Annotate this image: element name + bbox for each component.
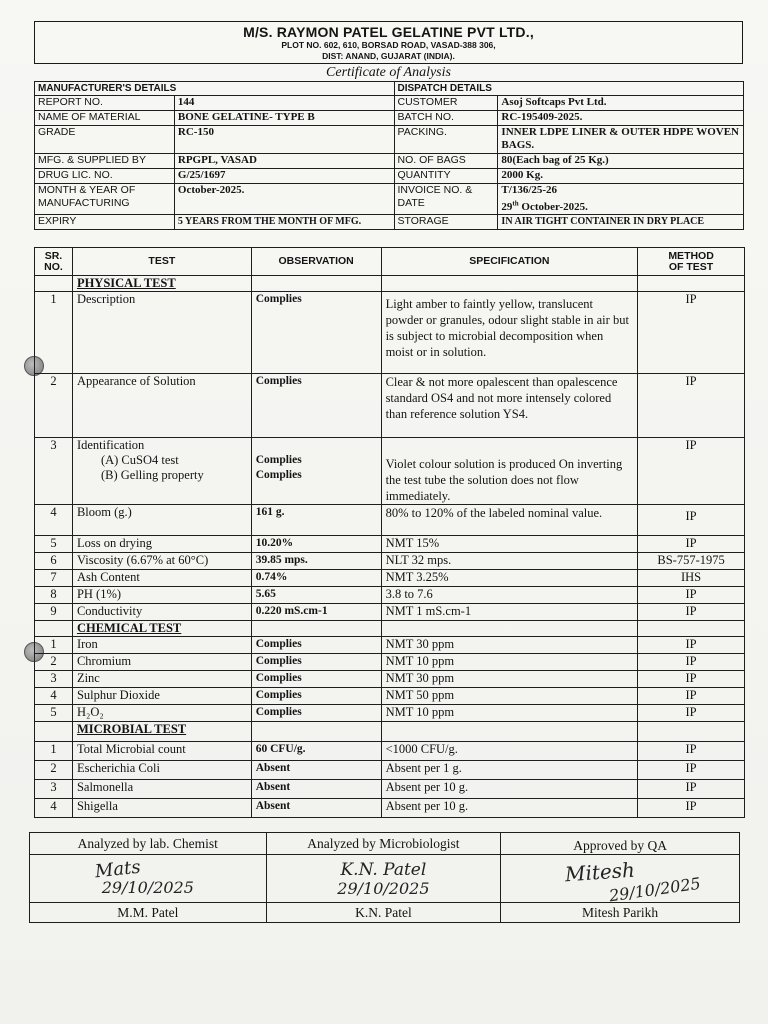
specification-cell: Clear & not more opalescent than opalescence standard OS4 and not more intensely colored than reference solution YS4. xyxy=(381,374,638,438)
drug-lic-label: DRUG LIC. NO. xyxy=(35,169,175,184)
test-cell: Shigella xyxy=(72,799,251,818)
specification-cell: NMT 10 ppm xyxy=(381,654,638,671)
identification-label: Identification xyxy=(76,438,145,452)
observation-cell: 39.85 mps. xyxy=(251,553,381,570)
storage-value: IN AIR TIGHT CONTAINER IN DRY PLACE xyxy=(498,214,744,229)
invoice-value xyxy=(498,184,744,215)
sr-cell: 1 xyxy=(35,292,73,374)
customer-label: CUSTOMER xyxy=(394,96,498,111)
test-cell: Escherichia Coli xyxy=(72,761,251,780)
test-results-table xyxy=(34,247,745,818)
test-cell: Chromium xyxy=(72,654,251,671)
specification-cell: Light amber to faintly yellow, translucent powder or granules, odour slight stable in air but is subject to microbial decomposition when moist or in solution. xyxy=(381,292,638,374)
table-row xyxy=(35,637,745,654)
table-row xyxy=(35,570,745,587)
observation-cell: Complies xyxy=(251,292,381,374)
chemist-signature xyxy=(30,855,267,903)
table-row xyxy=(35,671,745,688)
observation-cell: Complies xyxy=(251,637,381,654)
specification-cell: NMT 15% xyxy=(381,536,638,553)
company-header xyxy=(34,21,743,64)
material-value: BONE GELATINE- TYPE B xyxy=(174,111,394,126)
invoice-date-day: 29 xyxy=(501,200,513,213)
empty-cell xyxy=(638,621,745,637)
empty-cell xyxy=(251,722,381,742)
method-cell: IP xyxy=(638,637,745,654)
storage-label: STORAGE xyxy=(394,214,498,229)
table-row xyxy=(35,505,745,536)
test-header: TEST xyxy=(72,248,251,276)
qa-signature-mark: Mitesh xyxy=(564,857,636,886)
empty-cell xyxy=(35,722,73,742)
test-cell: Appearance of Solution xyxy=(72,374,251,438)
empty-cell xyxy=(381,621,638,637)
sr-cell: 5 xyxy=(35,536,73,553)
method-cell: IHS xyxy=(638,570,745,587)
test-cell: Iron xyxy=(72,637,251,654)
method-cell: IP xyxy=(638,761,745,780)
method-cell: IP xyxy=(638,654,745,671)
table-row xyxy=(35,761,745,780)
packing-line-2: BAGS. xyxy=(501,139,535,151)
invoice-label-line-2: DATE xyxy=(397,197,425,209)
expiry-label: EXPIRY xyxy=(35,214,175,229)
test-cell: Ash Content xyxy=(72,570,251,587)
table-row xyxy=(35,654,745,671)
qa-signature xyxy=(501,855,740,903)
table-row xyxy=(35,292,745,374)
test-cell: Conductivity xyxy=(72,604,251,621)
packing-value xyxy=(498,126,744,154)
details-table xyxy=(34,81,744,230)
table-row xyxy=(35,553,745,570)
empty-cell xyxy=(638,276,745,292)
physical-test-heading: PHYSICAL TEST xyxy=(72,276,251,292)
company-name: M/S. RAYMON PATEL GELATINE PVT LTD., xyxy=(243,24,534,40)
microbiologist-signature-date: 29/10/2025 xyxy=(337,878,430,898)
specification-cell: NMT 3.25% xyxy=(381,570,638,587)
table-row xyxy=(35,799,745,818)
company-address-line-1: PLOT NO. 602, 610, BORSAD ROAD, VASAD-388 306, xyxy=(281,40,496,50)
sr-cell: 7 xyxy=(35,570,73,587)
test-cell: Loss on drying xyxy=(72,536,251,553)
mfg-label xyxy=(35,184,175,215)
report-no-label: REPORT NO. xyxy=(35,96,175,111)
chemist-label: Analyzed by lab. Chemist xyxy=(30,833,267,855)
observation-cell xyxy=(251,438,381,505)
invoice-number: T/136/25-26 xyxy=(501,184,558,196)
observation-header: OBSERVATION xyxy=(251,248,381,276)
method-cell: IP xyxy=(638,799,745,818)
empty-cell xyxy=(638,722,745,742)
observation-cell: Absent xyxy=(251,780,381,799)
bags-label: NO. OF BAGS xyxy=(394,154,498,169)
sr-cell: 1 xyxy=(35,742,73,761)
grade-value: RC-150 xyxy=(174,126,394,154)
sr-header-line-1: SR. xyxy=(44,249,63,262)
qa-signature-date: 29/10/2025 xyxy=(608,873,703,905)
sr-cell: 3 xyxy=(35,671,73,688)
packing-line-1: INNER LDPE LINER & OUTER HDPE WOVEN xyxy=(501,126,739,138)
microbial-test-heading: MICROBIAL TEST xyxy=(72,722,251,742)
observation-cell: 161 g. xyxy=(251,505,381,536)
method-cell: IP xyxy=(638,587,745,604)
sr-cell: 2 xyxy=(35,654,73,671)
table-row xyxy=(35,742,745,761)
test-cell: Viscosity (6.67% at 60°C) xyxy=(72,553,251,570)
sr-cell: 6 xyxy=(35,553,73,570)
test-cell: Sulphur Dioxide xyxy=(72,688,251,705)
table-row xyxy=(35,705,745,722)
manufacturer-section-title: MANUFACTURER'S DETAILS xyxy=(35,82,395,96)
specification-cell: Absent per 1 g. xyxy=(381,761,638,780)
chemist-name: M.M. Patel xyxy=(30,903,267,923)
invoice-date xyxy=(501,201,587,213)
mfg-value: October-2025. xyxy=(174,184,394,215)
signature-table xyxy=(29,832,740,923)
table-row xyxy=(35,688,745,705)
invoice-date-month-year: October-2025. xyxy=(518,200,588,213)
specification-cell: NMT 10 ppm xyxy=(381,705,638,722)
company-address-line-2: DIST: ANAND, GUJARAT (INDIA). xyxy=(322,51,455,61)
sr-cell: 2 xyxy=(35,374,73,438)
observation-sub-a: Complies xyxy=(255,454,302,466)
method-cell: IP xyxy=(638,604,745,621)
bags-value: 80(Each bag of 25 Kg.) xyxy=(498,154,744,169)
invoice-label xyxy=(394,184,498,215)
observation-cell: Complies xyxy=(251,671,381,688)
observation-cell: Complies xyxy=(251,705,381,722)
specification-cell: 80% to 120% of the labeled nominal value. xyxy=(381,505,638,536)
batch-value: RC-195409-2025. xyxy=(498,111,744,126)
specification-cell: NMT 50 ppm xyxy=(381,688,638,705)
test-cell: Salmonella xyxy=(72,780,251,799)
sr-cell: 2 xyxy=(35,761,73,780)
specification-cell: <1000 CFU/g. xyxy=(381,742,638,761)
specification-cell: NLT 32 mps. xyxy=(381,553,638,570)
table-row xyxy=(35,780,745,799)
sr-cell: 1 xyxy=(35,637,73,654)
method-header xyxy=(638,248,745,276)
table-row xyxy=(35,587,745,604)
material-label: NAME OF MATERIAL xyxy=(35,111,175,126)
sr-cell: 9 xyxy=(35,604,73,621)
test-cell: H₂O₂ xyxy=(72,705,251,722)
specification-cell: Violet colour solution is produced On inverting the test tube the solution does not flow immediately. xyxy=(381,438,638,505)
test-cell: Description xyxy=(72,292,251,374)
table-row xyxy=(35,536,745,553)
sr-cell: 5 xyxy=(35,705,73,722)
document-title: Certificate of Analysis xyxy=(326,65,451,80)
invoice-date-suffix: th xyxy=(512,199,519,207)
identification-sub-b: (B) Gelling property xyxy=(100,468,204,482)
specification-cell: Absent per 10 g. xyxy=(381,799,638,818)
empty-cell xyxy=(381,276,638,292)
quantity-label: QUANTITY xyxy=(394,169,498,184)
microbiologist-signature-mark: K.N. Patel xyxy=(340,859,427,880)
observation-cell: 10.20% xyxy=(251,536,381,553)
specification-cell: 3.8 to 7.6 xyxy=(381,587,638,604)
method-cell: BS-757-1975 xyxy=(638,553,745,570)
supplied-value: RPGPL, VASAD xyxy=(174,154,394,169)
test-cell: Zinc xyxy=(72,671,251,688)
qa-label: Approved by QA xyxy=(501,833,740,855)
method-cell: IP xyxy=(638,505,745,536)
packing-label: PACKING. xyxy=(394,126,498,154)
mfg-label-line-1: MONTH & YEAR OF xyxy=(38,184,136,196)
quantity-value: 2000 Kg. xyxy=(498,169,744,184)
qa-name: Mitesh Parikh xyxy=(501,903,740,923)
batch-label: BATCH NO. xyxy=(394,111,498,126)
chemist-signature-date: 29/10/2025 xyxy=(101,877,194,897)
observation-cell: Complies xyxy=(251,374,381,438)
chemical-test-heading: CHEMICAL TEST xyxy=(72,621,251,637)
customer-value: Asoj Softcaps Pvt Ltd. xyxy=(498,96,744,111)
empty-cell xyxy=(381,722,638,742)
sr-cell: 3 xyxy=(35,780,73,799)
drug-lic-value: G/25/1697 xyxy=(174,169,394,184)
observation-cell: Complies xyxy=(251,654,381,671)
observation-cell: 0.220 mS.cm-1 xyxy=(251,604,381,621)
method-header-line-1: METHOD xyxy=(668,249,714,262)
chemist-signature-mark: Mats xyxy=(93,856,142,882)
microbiologist-name: K.N. Patel xyxy=(266,903,501,923)
empty-cell xyxy=(35,276,73,292)
sr-cell: 8 xyxy=(35,587,73,604)
test-cell: Total Microbial count xyxy=(72,742,251,761)
specification-cell: NMT 30 ppm xyxy=(381,671,638,688)
method-cell: IP xyxy=(638,438,745,505)
dispatch-section-title: DISPATCH DETAILS xyxy=(394,82,743,96)
observation-cell: Absent xyxy=(251,761,381,780)
method-cell: IP xyxy=(638,742,745,761)
method-header-line-2: OF TEST xyxy=(668,260,714,273)
specification-cell: NMT 30 ppm xyxy=(381,637,638,654)
sr-header-line-2: NO. xyxy=(44,260,63,273)
test-cell: PH (1%) xyxy=(72,587,251,604)
empty-cell xyxy=(35,621,73,637)
method-cell: IP xyxy=(638,536,745,553)
observation-cell: 0.74% xyxy=(251,570,381,587)
grade-label: GRADE xyxy=(35,126,175,154)
microbiologist-label: Analyzed by Microbiologist xyxy=(266,833,501,855)
report-no-value: 144 xyxy=(174,96,394,111)
sr-cell: 4 xyxy=(35,688,73,705)
method-cell: IP xyxy=(638,292,745,374)
empty-cell xyxy=(251,621,381,637)
table-row xyxy=(35,604,745,621)
expiry-value: 5 YEARS FROM THE MONTH OF MFG. xyxy=(174,214,394,229)
method-cell: IP xyxy=(638,705,745,722)
empty-cell xyxy=(251,276,381,292)
test-cell xyxy=(72,438,251,505)
observation-cell: Complies xyxy=(251,688,381,705)
method-cell: IP xyxy=(638,688,745,705)
method-cell: IP xyxy=(638,780,745,799)
method-cell: IP xyxy=(638,671,745,688)
sr-cell: 4 xyxy=(35,799,73,818)
sr-header xyxy=(35,248,73,276)
observation-cell: 5.65 xyxy=(251,587,381,604)
test-cell: Bloom (g.) xyxy=(72,505,251,536)
table-row xyxy=(35,374,745,438)
method-cell: IP xyxy=(638,374,745,438)
supplied-label: MFG. & SUPPLIED BY xyxy=(35,154,175,169)
sr-cell: 3 xyxy=(35,438,73,505)
table-row xyxy=(35,438,745,505)
sr-cell: 4 xyxy=(35,505,73,536)
observation-sub-b: Complies xyxy=(255,469,302,481)
specification-header: SPECIFICATION xyxy=(381,248,638,276)
specification-cell: NMT 1 mS.cm-1 xyxy=(381,604,638,621)
invoice-label-line-1: INVOICE NO. & xyxy=(397,184,473,196)
specification-cell: Absent per 10 g. xyxy=(381,780,638,799)
mfg-label-line-2: MANUFACTURING xyxy=(38,197,130,209)
identification-sub-a: (A) CuSO4 test xyxy=(100,453,179,467)
observation-cell: Absent xyxy=(251,799,381,818)
observation-cell: 60 CFU/g. xyxy=(251,742,381,761)
